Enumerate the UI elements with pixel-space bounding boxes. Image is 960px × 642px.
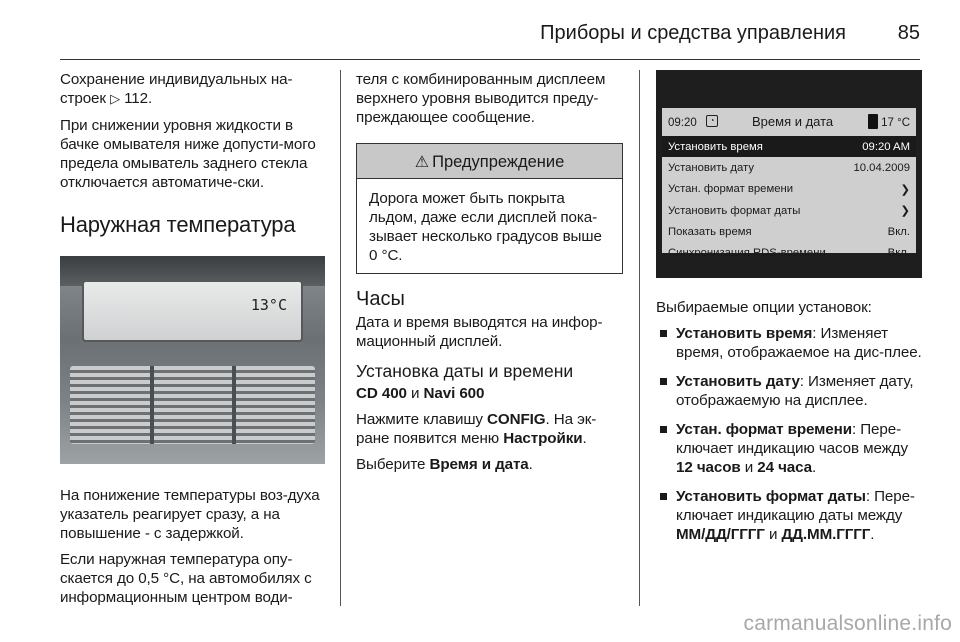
time-date-screen <box>656 70 922 278</box>
bullet-square-icon <box>660 378 667 385</box>
air-vent <box>70 366 315 444</box>
list-item: Установить дату: Изменяет дату, отображаемую на дисплее. <box>656 372 922 410</box>
press-config-paragraph: Нажмите клавишу CONFIG. На эк-ране появится меню Настройки. <box>356 411 597 447</box>
section-heading-clock: Часы <box>356 288 405 310</box>
list-item: Устан. формат времени: Пере-ключает индикацию часов между 12 часов и 24 часа. <box>656 420 922 477</box>
menu-item-set-time[interactable]: Установить время 09:20 AM <box>662 136 916 157</box>
list-item: Установить формат даты: Пере-ключает индикацию даты между ММ/ДД/ГГГГ и ДД.ММ.ГГГГ. <box>656 487 922 544</box>
display-temperature: 13°C <box>250 296 287 314</box>
screen-menu-list <box>662 136 916 264</box>
continued-paragraph: теля с комбинированным дисплеем верхнего уровня выводится преду-преждающее сообщение. <box>356 71 606 126</box>
warning-box <box>356 143 623 274</box>
temp-paragraph-1: На понижение температуры воз-духа указатель реагирует сразу, а на повышение - с задержкой. <box>60 487 320 542</box>
screen-time: 09:20 <box>668 117 697 129</box>
screen-status-bar <box>662 108 916 138</box>
phone-icon <box>868 114 878 129</box>
intro-paragraph-1: Сохранение индивидуальных на-строек ▷ 112. <box>60 71 293 107</box>
column-divider <box>340 70 341 606</box>
menu-item-date-format[interactable]: Установить формат даты ❯ <box>668 204 910 218</box>
chevron-right-icon: ❯ <box>900 205 910 218</box>
bullet-square-icon <box>660 493 667 500</box>
temp-paragraph-2: Если наружная температура опу-скается до 0,5 °C, на автомобилях с информационным центром води- <box>60 551 312 606</box>
menu-item-rds-sync[interactable]: Синхронизация RDS-времени Вкл. <box>668 247 910 260</box>
column-1 <box>60 70 325 614</box>
section-heading-outside-temp: Наружная температура <box>60 212 296 237</box>
menu-item-time-format[interactable]: Устан. формат времени ❯ <box>668 183 910 196</box>
column-divider <box>639 70 640 606</box>
header-title: Приборы и средства управления <box>540 22 846 44</box>
intro-paragraph-2: При снижении уровня жидкости в бачке омывателя ниже допусти-мого предела омыватель заднего стекла отключается автоматиче-ски. <box>60 117 316 191</box>
screen-title: Время и дата <box>752 114 834 129</box>
site-watermark: carmanualsonline.info <box>743 612 952 635</box>
menu-item-set-date[interactable]: Установить дату 10.04.2009 <box>668 161 910 174</box>
page-header <box>60 14 920 60</box>
screen-temperature: 17 °C <box>881 117 910 129</box>
column-3 <box>656 70 922 554</box>
column-2 <box>356 70 624 481</box>
options-list <box>656 324 922 544</box>
warning-triangle-icon: ⚠ <box>414 154 430 171</box>
menu-item-show-time[interactable]: Показать время Вкл. <box>668 225 910 238</box>
page-number: 85 <box>897 22 920 44</box>
clock-paragraph: Дата и время выводятся на инфор-мационный дисплей. <box>356 314 603 350</box>
arrow-ref-icon: ▷ <box>110 92 120 107</box>
bullet-square-icon <box>660 330 667 337</box>
options-intro: Выбираемые опции установок: <box>656 299 872 316</box>
list-item: Установить время: Изменяет время, отображаемое на дис-плее. <box>656 324 922 362</box>
warning-title: Предупреждение <box>432 153 565 171</box>
chevron-right-icon: ❯ <box>900 183 910 196</box>
subheading-date-time: Установка даты и времени <box>356 361 574 381</box>
models-line: CD 400 и Navi 600 <box>356 385 485 402</box>
select-paragraph: Выберите Время и дата. <box>356 456 533 473</box>
warning-header <box>357 144 622 179</box>
warning-text: Дорога может быть покрыта льдом, даже если дисплей пока-зывает несколько градусов выше 0 °C. <box>369 190 602 264</box>
dashboard-photo <box>60 256 325 464</box>
dashboard-display <box>82 280 303 342</box>
clock-icon: ◔ <box>706 115 718 127</box>
bullet-square-icon <box>660 426 667 433</box>
